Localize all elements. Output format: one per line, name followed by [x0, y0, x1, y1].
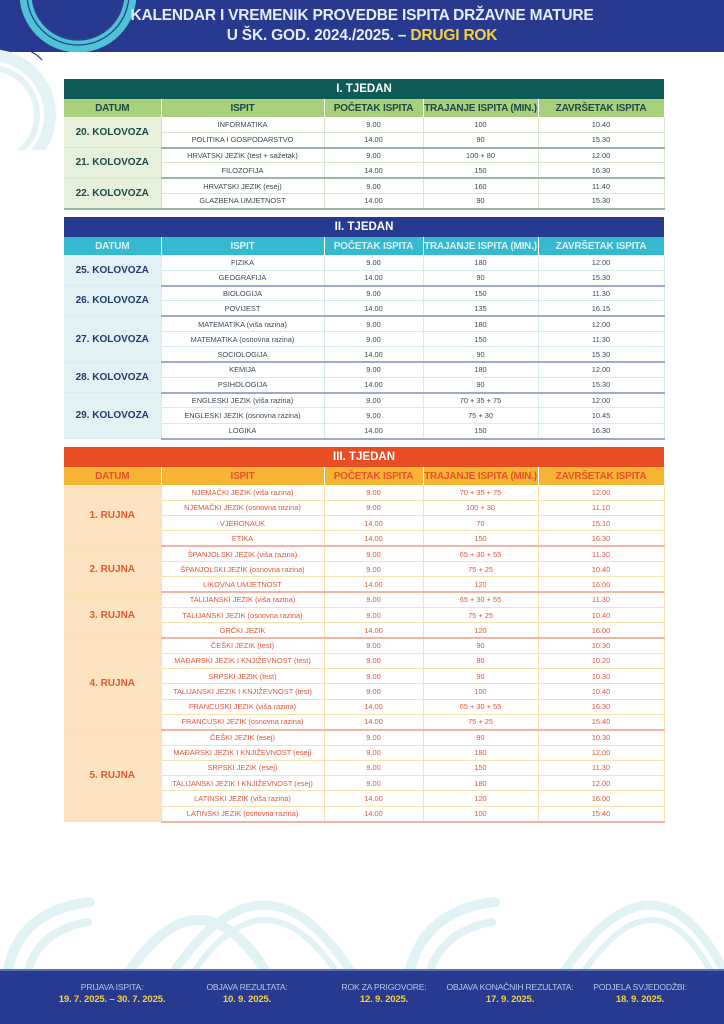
exam-row	[64, 362, 664, 377]
exam-end-time: 12.00	[538, 485, 664, 500]
exam-end-time: 11.30	[538, 760, 664, 775]
exam-name: ETIKA	[161, 531, 324, 546]
week-title: III. TJEDAN	[64, 447, 664, 467]
exam-name: FRANCUSKI JEZIK (viša razina)	[161, 699, 324, 714]
column-header-exam: ISPIT	[161, 467, 324, 485]
column-header-start: POČETAK ISPITA	[324, 467, 423, 485]
exam-start-time: 9.00	[324, 653, 423, 668]
footer-item-final-results	[440, 982, 580, 1005]
exam-duration: 90	[423, 730, 538, 745]
exam-start-time: 9.00	[324, 745, 423, 760]
exam-end-time: 11.30	[538, 592, 664, 607]
exam-end-time: 10.20	[538, 653, 664, 668]
exam-name: ŠPANJOLSKI JEZIK (viša razina)	[161, 546, 324, 561]
exam-duration: 135	[423, 301, 538, 316]
exam-duration: 75 + 30	[423, 408, 538, 423]
exam-name: LOGIKA	[161, 423, 324, 438]
footer-label: OBJAVA KONAČNIH REZULTATA:	[446, 982, 574, 992]
exam-duration: 100	[423, 684, 538, 699]
exam-duration: 180	[423, 362, 538, 377]
exam-duration: 150	[423, 760, 538, 775]
exam-duration: 90	[423, 270, 538, 285]
exam-name: FRANCUSKI JEZIK (osnovna razina)	[161, 714, 324, 729]
exam-date: 5. RUJNA	[64, 730, 161, 822]
page-title-line1: KALENDAR I VREMENIK PROVEDBE ISPITA DRŽAVNE MATURE	[130, 7, 594, 24]
exam-start-time: 14.00	[324, 163, 423, 178]
exam-duration: 100	[423, 117, 538, 132]
exam-start-time: 9.00	[324, 393, 423, 408]
exam-start-time: 9.00	[324, 607, 423, 622]
exam-name: MAĐARSKI JEZIK I KNJIŽEVNOST (test)	[161, 653, 324, 668]
decorative-arcs-bottom	[0, 880, 724, 970]
exam-date: 20. KOLOVOZA	[64, 117, 161, 148]
exam-start-time: 14.00	[324, 347, 423, 362]
footer-value: 10. 9. 2025.	[222, 994, 272, 1005]
exam-end-time: 10.40	[538, 117, 664, 132]
exam-row	[64, 286, 664, 301]
footer-label: PODJELA SVJEDODŽBI:	[593, 982, 687, 992]
exam-end-time: 12.00	[538, 776, 664, 791]
exam-start-time: 14.00	[324, 377, 423, 392]
column-header-date: DATUM	[64, 237, 161, 255]
footer-key-dates	[0, 969, 724, 1024]
column-header-duration: TRAJANJE ISPITA (MIN.)	[423, 467, 538, 485]
week-title: I. TJEDAN	[64, 79, 664, 99]
column-header-end: ZAVRŠETAK ISPITA	[538, 99, 664, 117]
exam-name: TALIJANSKI JEZIK (viša razina)	[161, 592, 324, 607]
exam-duration: 180	[423, 316, 538, 331]
exam-name: SRPSKI JEZIK (esej)	[161, 760, 324, 775]
exam-start-time: 9.00	[324, 500, 423, 515]
exam-start-time: 14.00	[324, 714, 423, 729]
exam-end-time: 16.30	[538, 531, 664, 546]
exam-date: 26. KOLOVOZA	[64, 286, 161, 317]
exam-name: LIKOVNA UMJETNOST	[161, 577, 324, 592]
exam-name: TALIJANSKI JEZIK I KNJIŽEVNOST (esej)	[161, 776, 324, 791]
footer-item-certificates	[570, 982, 710, 1005]
page-title-accent: DRUGI ROK	[410, 27, 498, 44]
exam-end-time: 16.00	[538, 577, 664, 592]
exam-name: KEMIJA	[161, 362, 324, 377]
exam-name: GRČKI JEZIK	[161, 623, 324, 638]
exam-end-time: 16.15	[538, 301, 664, 316]
exam-end-time: 12.00	[538, 393, 664, 408]
exam-name: INFORMATIKA	[161, 117, 324, 132]
page-title-school-year: U ŠK. GOD. 2024./2025. –	[226, 27, 407, 44]
exam-end-time: 15.30	[538, 347, 664, 362]
exam-duration: 120	[423, 791, 538, 806]
exam-name: ČEŠKI JEZIK (esej)	[161, 730, 324, 745]
exam-start-time: 9.00	[324, 117, 423, 132]
exam-end-time: 10.30	[538, 730, 664, 745]
exam-date: 3. RUJNA	[64, 592, 161, 638]
exam-row	[64, 546, 664, 561]
exam-end-time: 10.40	[538, 561, 664, 576]
exam-start-time: 14.00	[324, 423, 423, 438]
column-header-duration: TRAJANJE ISPITA (MIN.)	[423, 237, 538, 255]
exam-row	[64, 255, 664, 270]
exam-start-time: 14.00	[324, 516, 423, 531]
footer-label: PRIJAVA ISPITA:	[80, 982, 144, 992]
exam-date: 25. KOLOVOZA	[64, 255, 161, 286]
exam-end-time: 15.30	[538, 193, 664, 208]
exam-end-time: 16.00	[538, 791, 664, 806]
exam-end-time: 16.30	[538, 423, 664, 438]
exam-start-time: 9.00	[324, 408, 423, 423]
exam-name: HRVATSKI JEZIK (test + sažetak)	[161, 148, 324, 163]
exam-row	[64, 485, 664, 500]
exam-duration: 150	[423, 531, 538, 546]
exam-duration: 90	[423, 638, 538, 653]
exam-row	[64, 638, 664, 653]
column-header-exam: ISPIT	[161, 237, 324, 255]
column-header-exam: ISPIT	[161, 99, 324, 117]
exam-start-time: 14.00	[324, 193, 423, 208]
footer-value: 12. 9. 2025.	[359, 994, 409, 1005]
exam-start-time: 9.00	[324, 286, 423, 301]
exam-end-time: 15.30	[538, 270, 664, 285]
exam-start-time: 9.00	[324, 331, 423, 346]
exam-end-time: 11.10	[538, 500, 664, 515]
column-header-end: ZAVRŠETAK ISPITA	[538, 237, 664, 255]
exam-start-time: 9.00	[324, 638, 423, 653]
exam-date: 2. RUJNA	[64, 546, 161, 592]
exam-duration: 90	[423, 193, 538, 208]
exam-name: PSIHOLOGIJA	[161, 377, 324, 392]
footer-label: OBJAVA REZULTATA:	[206, 982, 288, 992]
exam-end-time: 11.30	[538, 286, 664, 301]
exam-duration: 180	[423, 776, 538, 791]
exam-name: POVIJEST	[161, 301, 324, 316]
exam-name: GEOGRAFIJA	[161, 270, 324, 285]
exam-start-time: 9.00	[324, 178, 423, 193]
exam-name: VJERONAUK	[161, 516, 324, 531]
exam-date: 29. KOLOVOZA	[64, 393, 161, 439]
exam-duration: 90	[423, 377, 538, 392]
exam-duration: 160	[423, 178, 538, 193]
exam-name: BIOLOGIJA	[161, 286, 324, 301]
exam-name: MAĐARSKI JEZIK I KNJIŽEVNOST (esej)	[161, 745, 324, 760]
exam-end-time: 15.30	[538, 132, 664, 147]
exam-start-time: 9.00	[324, 730, 423, 745]
exam-end-time: 10.45	[538, 408, 664, 423]
exam-duration: 180	[423, 255, 538, 270]
exam-duration: 150	[423, 423, 538, 438]
column-header-duration: TRAJANJE ISPITA (MIN.)	[423, 99, 538, 117]
page-title-line2	[0, 27, 724, 45]
exam-end-time: 15.10	[538, 516, 664, 531]
exam-start-time: 14.00	[324, 270, 423, 285]
exam-duration: 90	[423, 669, 538, 684]
exam-name: ENGLESKI JEZIK (viša razina)	[161, 393, 324, 408]
exam-start-time: 9.00	[324, 546, 423, 561]
exam-row	[64, 316, 664, 331]
exam-name: FILOZOFIJA	[161, 163, 324, 178]
exam-duration: 70	[423, 516, 538, 531]
exam-end-time: 15.40	[538, 714, 664, 729]
footer-label: ROK ZA PRIGOVORE:	[341, 982, 427, 992]
exam-duration: 150	[423, 163, 538, 178]
week-table-3	[64, 447, 665, 823]
exam-end-time: 15.40	[538, 806, 664, 821]
footer-value: 19. 7. 2025. – 30. 7. 2025.	[58, 994, 166, 1005]
footer-item-appeals	[314, 982, 454, 1005]
exam-name: NJEMAČKI JEZIK (osnovna razina)	[161, 500, 324, 515]
exam-start-time: 9.00	[324, 255, 423, 270]
page-header	[0, 0, 724, 52]
exam-name: TALIJANSKI JEZIK (osnovna razina)	[161, 607, 324, 622]
exam-end-time: 12.00	[538, 316, 664, 331]
exam-date: 28. KOLOVOZA	[64, 362, 161, 393]
exam-name: ENGLESKI JEZIK (osnovna razina)	[161, 408, 324, 423]
exam-duration: 70 + 35 + 75	[423, 485, 538, 500]
exam-start-time: 14.00	[324, 699, 423, 714]
exam-row	[64, 393, 664, 408]
exam-duration: 65 + 30 + 55	[423, 592, 538, 607]
exam-duration: 120	[423, 577, 538, 592]
exam-start-time: 9.00	[324, 148, 423, 163]
column-header-start: POČETAK ISPITA	[324, 237, 423, 255]
exam-start-time: 9.00	[324, 561, 423, 576]
exam-duration: 75 + 25	[423, 714, 538, 729]
exam-duration: 90	[423, 347, 538, 362]
exam-end-time: 16.00	[538, 623, 664, 638]
exam-duration: 150	[423, 286, 538, 301]
exam-duration: 100 + 80	[423, 148, 538, 163]
exam-row	[64, 730, 664, 745]
exam-name: FIZIKA	[161, 255, 324, 270]
column-header-date: DATUM	[64, 99, 161, 117]
exam-start-time: 14.00	[324, 791, 423, 806]
exam-start-time: 9.00	[324, 684, 423, 699]
column-header-date: DATUM	[64, 467, 161, 485]
exam-end-time: 11.30	[538, 546, 664, 561]
exam-name: SOCIOLOGIJA	[161, 347, 324, 362]
exam-start-time: 9.00	[324, 669, 423, 684]
exam-duration: 150	[423, 331, 538, 346]
exam-duration: 65 + 30 + 55	[423, 699, 538, 714]
week-table-2	[64, 217, 665, 440]
exam-duration: 100 + 30	[423, 500, 538, 515]
exam-end-time: 12.00	[538, 745, 664, 760]
exam-end-time: 10.30	[538, 669, 664, 684]
exam-row	[64, 178, 664, 193]
exam-start-time: 14.00	[324, 301, 423, 316]
exam-date: 4. RUJNA	[64, 638, 161, 730]
exam-end-time: 16.30	[538, 163, 664, 178]
exam-end-time: 12.00	[538, 362, 664, 377]
footer-item-registration	[42, 982, 182, 1005]
footer-value: 17. 9. 2025.	[485, 994, 535, 1005]
exam-duration: 90	[423, 132, 538, 147]
exam-name: MATEMATIKA (osnovna razina)	[161, 331, 324, 346]
column-header-end: ZAVRŠETAK ISPITA	[538, 467, 664, 485]
exam-start-time: 14.00	[324, 806, 423, 821]
exam-duration: 120	[423, 623, 538, 638]
exam-start-time: 14.00	[324, 531, 423, 546]
exam-start-time: 9.00	[324, 485, 423, 500]
exam-end-time: 12.00	[538, 148, 664, 163]
exam-date: 1. RUJNA	[64, 485, 161, 546]
exam-start-time: 14.00	[324, 577, 423, 592]
exam-name: ČEŠKI JEZIK (test)	[161, 638, 324, 653]
exam-duration: 75 + 25	[423, 561, 538, 576]
exam-duration: 100	[423, 806, 538, 821]
exam-duration: 180	[423, 745, 538, 760]
exam-name: GLAZBENA UMJETNOST	[161, 193, 324, 208]
column-header-start: POČETAK ISPITA	[324, 99, 423, 117]
footer-value: 18. 9. 2025.	[615, 994, 665, 1005]
exam-end-time: 11.30	[538, 331, 664, 346]
exam-start-time: 14.00	[324, 132, 423, 147]
exam-duration: 75 + 25	[423, 607, 538, 622]
exam-date: 22. KOLOVOZA	[64, 178, 161, 209]
exam-end-time: 10.40	[538, 607, 664, 622]
exam-duration: 65 + 30 + 55	[423, 546, 538, 561]
exam-name: ŠPANJOLSKI JEZIK (osnovna razina)	[161, 561, 324, 576]
exam-name: TALIJANSKI JEZIK I KNJIŽEVNOST (test)	[161, 684, 324, 699]
exam-start-time: 9.00	[324, 362, 423, 377]
exam-row	[64, 592, 664, 607]
exam-start-time: 9.00	[324, 776, 423, 791]
exam-start-time: 9.00	[324, 760, 423, 775]
exam-end-time: 16.30	[538, 699, 664, 714]
exam-end-time: 15.30	[538, 377, 664, 392]
exam-name: SRPSKI JEZIK (test)	[161, 669, 324, 684]
exam-end-time: 12.00	[538, 255, 664, 270]
exam-name: NJEMAČKI JEZIK (viša razina)	[161, 485, 324, 500]
exam-name: HRVATSKI JEZIK (esej)	[161, 178, 324, 193]
exam-end-time: 11.40	[538, 178, 664, 193]
exam-start-time: 9.00	[324, 592, 423, 607]
footer-item-results	[177, 982, 317, 1005]
exam-start-time: 14.00	[324, 623, 423, 638]
week-table-1	[64, 79, 665, 210]
exam-date: 27. KOLOVOZA	[64, 316, 161, 362]
exam-end-time: 10.30	[538, 638, 664, 653]
exam-row	[64, 148, 664, 163]
exam-end-time: 10.40	[538, 684, 664, 699]
week-title: II. TJEDAN	[64, 217, 664, 237]
exam-row	[64, 117, 664, 132]
exam-duration: 80	[423, 653, 538, 668]
exam-start-time: 9.00	[324, 316, 423, 331]
exam-name: LATINSKI JEZIK (osnovna razina)	[161, 806, 324, 821]
exam-duration: 70 + 35 + 75	[423, 393, 538, 408]
exam-name: LATINSKI JEZIK (viša razina)	[161, 791, 324, 806]
exam-name: POLITIKA I GOSPODARSTVO	[161, 132, 324, 147]
exam-date: 21. KOLOVOZA	[64, 148, 161, 179]
exam-name: MATEMATIKA (viša razina)	[161, 316, 324, 331]
